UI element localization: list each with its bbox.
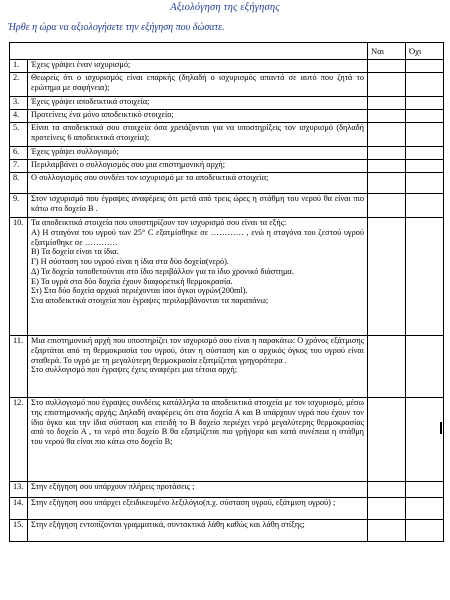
- answer-cell-no[interactable]: [406, 498, 444, 520]
- column-header-item: [10, 43, 368, 60]
- answer-cell-yes[interactable]: [368, 482, 406, 498]
- checklist-row: [10, 194, 444, 218]
- row-question: [28, 123, 368, 147]
- row-question: [28, 482, 368, 498]
- question-text-line: Στην εξήγηση εντοπίζονται γραμματικά, συντακτικά λάθη καθώς και λάθη στίξης;: [31, 520, 305, 529]
- question-text-line: Είναι τα αποδεικτικά σου στοιχεία όσα χρειάζονται για να υποστηρίξεις τον ισχυρισμό (δηλαδή προτείνεις 6 αποδεικτικά στοιχεία);: [31, 123, 364, 142]
- row-number: 4.: [10, 110, 28, 123]
- question-text-line: Στο συλλογισμό που έγραψες έχεις αναφέρει μια τέτοια αρχή;: [31, 365, 238, 375]
- question-text-line: Α) Η σταγόνα του υγρού των 25° C εξατμίσθηκε σε ………… , ενώ η σταγόνα του ζεστού υγρού εξατμίσθηκε σε …………: [31, 227, 364, 247]
- answer-cell-no[interactable]: [406, 173, 444, 194]
- checklist-row: [10, 147, 444, 160]
- answer-cell-no[interactable]: [406, 73, 444, 97]
- answer-cell-no[interactable]: [406, 60, 444, 73]
- text-cursor-mark: [440, 422, 442, 434]
- checklist-row: [10, 336, 444, 398]
- answer-cell-no[interactable]: [406, 520, 444, 542]
- answer-cell-no[interactable]: [406, 123, 444, 147]
- checklist-row: [10, 520, 444, 542]
- answer-cell-no[interactable]: [406, 160, 444, 173]
- row-question: [28, 147, 368, 160]
- row-number: 2.: [10, 73, 28, 97]
- checklist-row: [10, 398, 444, 482]
- answer-cell-yes[interactable]: [368, 194, 406, 218]
- answer-cell-no[interactable]: [406, 398, 444, 482]
- row-number: 3.: [10, 97, 28, 110]
- column-header-no: Όχι: [406, 43, 444, 60]
- row-number: 13.: [10, 482, 28, 498]
- question-text-line: Στην εξήγηση σου υπάρχουν πλήρεις προτάσεις ;: [31, 482, 195, 491]
- checklist-row: [10, 97, 444, 110]
- checklist-row: [10, 160, 444, 173]
- answer-cell-no[interactable]: [406, 194, 444, 218]
- answer-cell-yes[interactable]: [368, 173, 406, 194]
- checklist-row: [10, 498, 444, 520]
- answer-cell-yes[interactable]: [368, 110, 406, 123]
- table-header-row: [10, 43, 444, 60]
- question-text-line: Έχεις γράψει έναν ισχυρισμό;: [31, 60, 131, 69]
- checklist-row: [10, 73, 444, 97]
- question-text-line: Περιλαμβάνει ο συλλογισμός σου μια επιστημονική αρχή;: [31, 160, 226, 169]
- row-question: [28, 218, 368, 336]
- checklist-row: [10, 60, 444, 73]
- row-question: [28, 498, 368, 520]
- question-text-line: Ε) Τα υγρά στα δύο δοχεία έχουν διαφορετική θερμοκρασία.: [31, 276, 233, 286]
- row-number: 5.: [10, 123, 28, 147]
- question-text-line: Β) Τα δοχεία είναι τα ίδια.: [31, 247, 119, 257]
- question-text-line: Στο συλλογισμό που έγραψες συνδέεις κατάλληλα τα αποδεικτικά στοιχεία με τον ισχυρισμό, μέσω της επιστημονικής αρχής; Δηλαδή αναφέρεις ότι στα δοχεία Α και Β υπάρχουν υγρά που έχουν τον ίδιο όγκο και την ίδια σύσταση και επειδή το Β δοχείο περιέχει νερό μεγαλύτερης θερμοκρασίας από το δοχείο Α , το νερό στο δοχείο Β θα εξατμίζεται πιο γρήγορα και κατά συνέπεια η στάθμη του νερού θα είναι πιο κάτω στο δοχείο Β;: [31, 398, 364, 447]
- question-text-line: Έχεις γράψει συλλογισμό;: [31, 147, 119, 156]
- question-text-line: Δ) Τα δοχεία τοποθετούνται στο ίδιο περιβάλλον για το ίδιο χρονικό διάστημα.: [31, 266, 294, 276]
- row-question: [28, 60, 368, 73]
- answer-cell-yes[interactable]: [368, 336, 406, 398]
- row-question: [28, 110, 368, 123]
- answer-cell-yes[interactable]: [368, 73, 406, 97]
- answer-cell-yes[interactable]: [368, 160, 406, 173]
- row-number: 15.: [10, 520, 28, 542]
- row-question: [28, 194, 368, 218]
- row-number: 14.: [10, 498, 28, 520]
- document-subtitle: Ήρθε η ώρα να αξιολογήσετε την εξήγηση που δώσατε.: [8, 22, 225, 33]
- answer-cell-yes[interactable]: [368, 520, 406, 542]
- row-number: 7.: [10, 160, 28, 173]
- question-text-line: Μια επιστημονική αρχή που υποστηρίζει τον ισχυρισμό σου είναι η παρακάτω: Ο χρόνος εξάτμισης εξαρτάται από τη θερμοκρασία του υγρού, όταν η σύσταση και ο αρχικός όγκος του υγρού είναι σταθερά. Το υγρό με τη μεγαλύτερη θερμοκρασία εξατμίζεται γρηγορότερα .: [31, 336, 364, 365]
- row-question: [28, 336, 368, 398]
- row-question: [28, 173, 368, 194]
- evaluation-checklist-table: [9, 42, 444, 542]
- checklist-body: [10, 60, 444, 542]
- row-question: [28, 398, 368, 482]
- answer-cell-no[interactable]: [406, 482, 444, 498]
- answer-cell-yes[interactable]: [368, 123, 406, 147]
- document-title: Αξιολόγηση της εξήγησης: [170, 2, 280, 13]
- answer-cell-yes[interactable]: [368, 498, 406, 520]
- answer-cell-yes[interactable]: [368, 147, 406, 160]
- question-text-line: Στ) Στα δύο δοχεία αρχικά περιέχονται ίσοι όγκοι υγρών(200ml).: [31, 286, 248, 296]
- column-header-yes: Ναι: [368, 43, 406, 60]
- answer-cell-no[interactable]: [406, 110, 444, 123]
- row-number: 11.: [10, 336, 28, 398]
- row-question: [28, 160, 368, 173]
- row-number: 10.: [10, 218, 28, 336]
- row-number: 12.: [10, 398, 28, 482]
- question-text-line: Γ) Η σύσταση του υγρού είναι η ίδια στα δύο δοχεία(νερό).: [31, 257, 229, 267]
- answer-cell-no[interactable]: [406, 336, 444, 398]
- checklist-row: [10, 482, 444, 498]
- question-text-line: Στα αποδεικτικά στοιχεία που έγραψες περιλαμβάνονται τα παραπάνω;: [31, 296, 269, 306]
- answer-cell-yes[interactable]: [368, 97, 406, 110]
- answer-cell-no[interactable]: [406, 147, 444, 160]
- checklist-row: [10, 123, 444, 147]
- answer-cell-no[interactable]: [406, 218, 444, 336]
- row-question: [28, 520, 368, 542]
- row-question: [28, 97, 368, 110]
- row-question: [28, 73, 368, 97]
- answer-cell-yes[interactable]: [368, 218, 406, 336]
- row-number: 1.: [10, 60, 28, 73]
- question-text-line: Θεωρείς ότι ο ισχυρισμός είναι επαρκής (δηλαδή ο ισχυρισμός απαντά σε αυτό που ζητά το ερώτημα με σαφήνεια);: [31, 73, 364, 92]
- question-text-line: Προτείνεις ένα μόνο αποδεικτικό στοιχείο;: [31, 110, 174, 119]
- row-number: 9.: [10, 194, 28, 218]
- checklist-row: [10, 110, 444, 123]
- question-text-line: Ο συλλογισμός σου συνδέει τον ισχυρισμό με τα αποδεικτικά στοιχεία;: [31, 173, 269, 182]
- row-number: 6.: [10, 147, 28, 160]
- checklist-row: [10, 218, 444, 336]
- question-text-line: Έχεις γράψει αποδεικτικά στοιχεία;: [31, 97, 150, 106]
- question-text-line: Στην εξήγηση σου υπάρχει εξειδικευμένο λεξιλόγιο(π.χ. σύσταση υγρού, εξάτμιση υγρού) ;: [31, 498, 336, 507]
- answer-cell-yes[interactable]: [368, 398, 406, 482]
- question-text-line: Τα αποδεικτικά στοιχεία που υποστηρίζουν τον ισχυρισμό σου είναι τα εξής:: [31, 218, 287, 227]
- question-text-line: Στον ισχυρισμό που έγραψες αναφέρεις ότι μετά από τρεις ώρες η στάθμη του νερού θα είναι πιο κάτω στο δοχείο Β .: [31, 194, 364, 213]
- answer-cell-no[interactable]: [406, 97, 444, 110]
- answer-cell-yes[interactable]: [368, 60, 406, 73]
- checklist-row: [10, 173, 444, 194]
- row-number: 8.: [10, 173, 28, 194]
